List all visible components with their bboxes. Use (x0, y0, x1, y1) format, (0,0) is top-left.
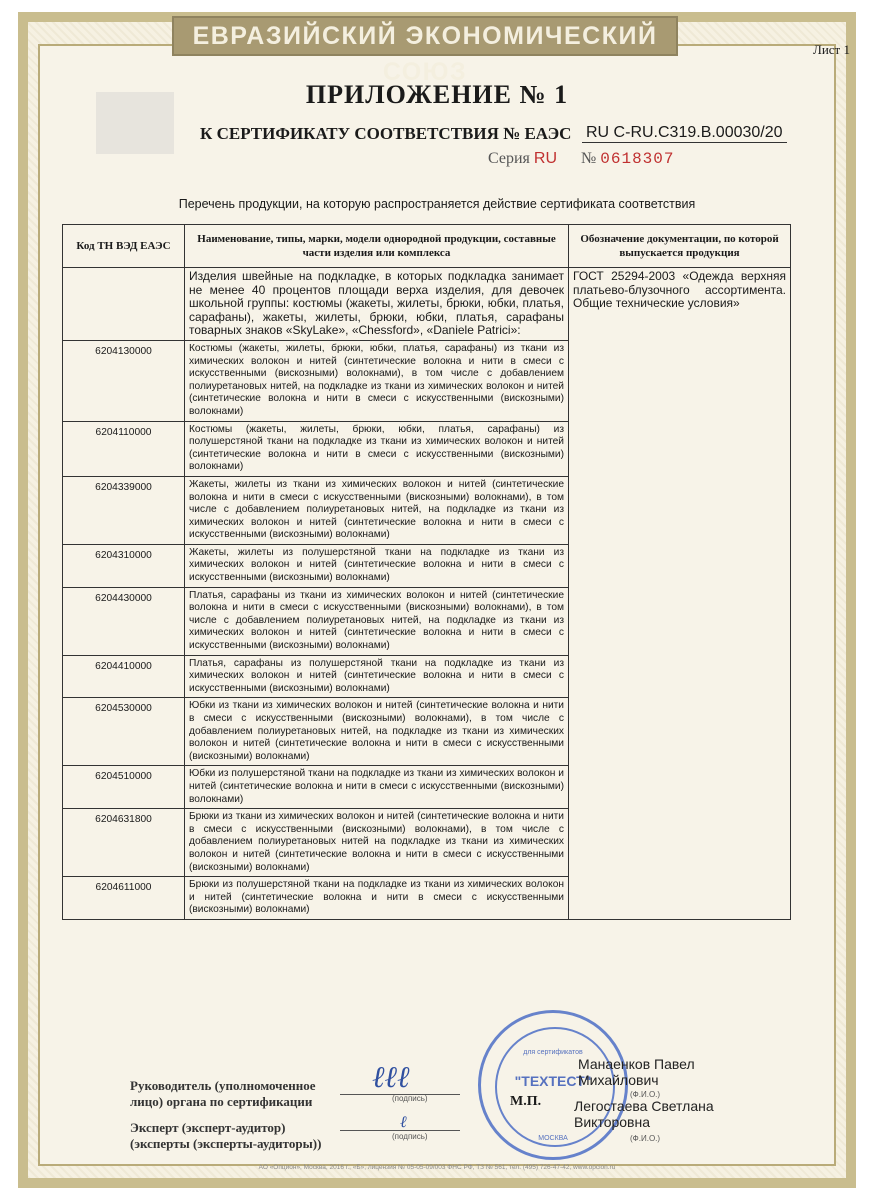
head-sign-caption: (подпись) (392, 1094, 428, 1103)
cell-code (63, 268, 185, 341)
printer-footer: АО «Опцион», Москва, 2016 г., «Б», лицензия № 05-05-09/003 ФНС РФ, ТЗ № 561, тел. (495) 726-47-42, www.opcion.ru (258, 1164, 616, 1171)
head-label-line2: лицо) органа по сертификации (130, 1094, 313, 1109)
cell-code: 6204631800 (63, 809, 185, 877)
header-doc: Обозначение документации, по которой выпускается продукция (569, 225, 791, 268)
head-fio-caption: (Ф.И.О.) (630, 1090, 661, 1099)
stamp-bottom-text: МОСКВА (538, 1135, 568, 1142)
head-name (578, 1056, 695, 1088)
cell-name: Изделия швейные на подкладке, в которых подкладка занимает не менее 40 процентов площади верха изделия, для девочек школьной группы: костюмы (жакеты, жилеты, брюки, юбки, платья, сарафаны), жакеты, жилеты, брюки, юбки, платья, сарафаны товарных знаков «SkyLake», «Chessford», «Daniele Patrici»: (185, 268, 569, 341)
cell-code: 6204530000 (63, 698, 185, 766)
expert-name-line2: Викторовна (574, 1114, 651, 1130)
expert-signature-icon: ℓ (400, 1112, 407, 1131)
head-name-line1: Манаенков Павел (578, 1056, 695, 1072)
series-label: Серия (488, 150, 530, 167)
cell-name: Брюки из полушерстяной ткани на подкладке из ткани из химических волокон и нитей (синтетические волокна и нити в смеси с искусственными (вискозными) волокнами) (185, 877, 569, 920)
sheet-number: Лист 1 (813, 42, 850, 57)
union-banner: ЕВРАЗИЙСКИЙ ЭКОНОМИЧЕСКИЙ СОЮЗ (172, 16, 678, 56)
cell-code: 6204110000 (63, 421, 185, 476)
series-line (488, 150, 674, 168)
products-table (62, 224, 791, 920)
cell-code: 6204510000 (63, 766, 185, 809)
stamp-top-text: для сертификатов (523, 1049, 583, 1056)
certificate-number: RU С-RU.С319.В.00030/20 (582, 124, 787, 143)
page-title: ПРИЛОЖЕНИЕ № 1 (305, 80, 569, 109)
cell-code: 6204611000 (63, 877, 185, 920)
certificate-subtitle: К СЕРТИФИКАТУ СООТВЕТСТВИЯ № ЕАЭС (200, 124, 572, 143)
seal-place-label: М.П. (510, 1094, 542, 1109)
cell-doc: ГОСТ 25294-2003 «Одежда верхняя платьево-блузочного ассортимента. Общие технические условия» (569, 268, 791, 920)
cell-name: Костюмы (жакеты, жилеты, брюки, юбки, платья, сарафаны) из ткани из химических волокон и нитей (синтетические волокна и нити в смеси с искусственными (вискозными) волокнами), в том числе с добавлением полиуретановых нитей, на подкладке из ткани из химических волокон и нитей (синтетические волокна и нити в смеси с искусственными (вискозными) волокнами) (185, 340, 569, 421)
cell-name: Платья, сарафаны из ткани из химических волокон и нитей (синтетические волокна и нити в смеси с искусственными (вискозными) волокнами), в том числе с добавлением полиуретановых нитей, на подкладке из ткани из химических волокон и нитей (синтетические волокна и нити в смеси с искусственными (вискозными) волокнами) (185, 587, 569, 655)
table-header-row (63, 225, 791, 268)
header-name: Наименование, типы, марки, модели однородной продукции, составные части изделия или комплекса (185, 225, 569, 268)
head-name-line2: Михайлович (578, 1072, 659, 1088)
cell-name: Юбки из ткани из химических волокон и нитей (синтетические волокна и нити в смеси с искусственными (вискозными) волокнами), в том числе с добавлением полиуретановых нитей, на подкладке из ткани из химических волокон и нитей (синтетические волокна и нити в смеси с искусственными (вискозными) волокнами) (185, 698, 569, 766)
intro-text: Перечень продукции, на которую распространяется действие сертификата соответствия (178, 197, 696, 211)
cell-code: 6204430000 (63, 587, 185, 655)
cell-name: Жакеты, жилеты из ткани из химических волокон и нитей (синтетические волокна и нити в смеси с искусственными (вискозными) волокнами), в том числе с добавлением полиуретановых нитей, на подкладке из ткани из химических волокон и нитей (синтетические волокна и нити в смеси с искусственными (вискозными) волокнами) (185, 476, 569, 544)
cell-name: Жакеты, жилеты из полушерстяной ткани на подкладке из ткани из химических волокон и нитей (синтетические волокна и нити в смеси с искусственными (вискозными) волокнами) (185, 544, 569, 587)
cell-name: Костюмы (жакеты, жилеты, брюки, юбки, платья, сарафаны) из полушерстяной ткани на подкладке из ткани из химических волокон и нитей (синтетические волокна и нити в смеси с искусственными (вискозными) волокнами) (185, 421, 569, 476)
expert-sign-line (340, 1130, 460, 1131)
cell-code: 6204339000 (63, 476, 185, 544)
series-code: RU (533, 150, 557, 167)
expert-label-line1: Эксперт (эксперт-аудитор) (130, 1120, 286, 1135)
cell-code: 6204310000 (63, 544, 185, 587)
stamp-center-text: "ТЕХТЕСТ" (514, 1073, 592, 1089)
head-label-line1: Руководитель (уполномоченное (130, 1078, 316, 1093)
table-row-intro (63, 268, 791, 341)
cell-name: Брюки из ткани из химических волокон и нитей (синтетические волокна и нити в смеси с искусственными (вискозными) волокнами), в том числе с добавлением полиуретановых нитей на подкладке из ткани из химических волокон и нитей (синтетические волокна и нити в смеси с искусственными (вискозными) волокнами) (185, 809, 569, 877)
expert-label-line2: (эксперты (эксперты-аудиторы)) (130, 1136, 322, 1151)
expert-label (130, 1120, 321, 1152)
header-code: Код ТН ВЭД ЕАЭС (63, 225, 185, 268)
head-label (130, 1078, 316, 1110)
cell-code: 6204130000 (63, 340, 185, 421)
expert-fio-caption: (Ф.И.О.) (630, 1134, 661, 1143)
expert-name-line1: Легостаева Светлана (574, 1098, 714, 1114)
expert-name (574, 1098, 714, 1130)
expert-sign-caption: (подпись) (392, 1132, 428, 1141)
head-signature-icon: ℓℓℓ (372, 1060, 410, 1095)
cell-name: Платья, сарафаны из полушерстяной ткани на подкладке из ткани из химических волокон и нитей (синтетические волокна и нити в смеси с искусственными (вискозными) волокнами) (185, 655, 569, 698)
number-label: № (581, 150, 597, 167)
cell-code: 6204410000 (63, 655, 185, 698)
cell-name: Юбки из полушерстяной ткани на подкладке из ткани из химических волокон и нитей (синтетические волокна и нити в смеси с искусственными (вискозными) волокнами) (185, 766, 569, 809)
form-number: 0618307 (600, 150, 675, 168)
